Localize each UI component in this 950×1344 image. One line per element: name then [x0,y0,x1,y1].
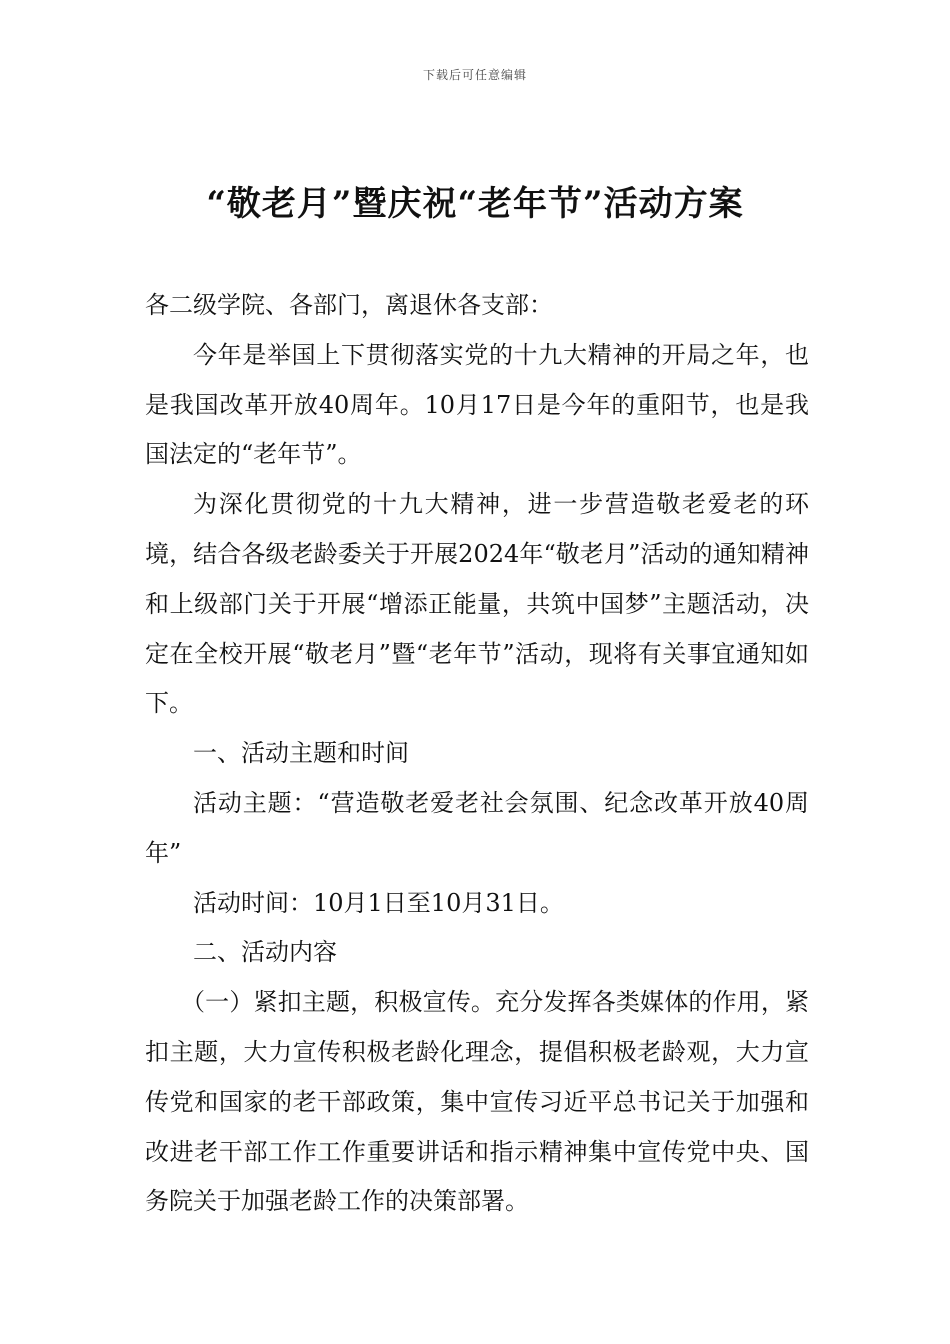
activity-theme: 活动主题：“营造敬老爱老社会氛围、纪念改革开放40周年” [145,788,809,867]
document-title: “敬老月”暨庆祝“老年节”活动方案 [206,184,744,224]
salutation: 各二级学院、各部门，离退休各支部： [145,291,553,319]
paragraph-purpose: 为深化贯彻党的十九大精神，进一步营造敬老爱老的环境，结合各级老龄委关于开展2024年“敬老月”活动的通知精神和上级部门关于开展“增添正能量，共筑中国梦”主题活动，决定在全校开展“敬老月”暨“老年节”活动，现将有关事宜通知如下。 [145,490,809,718]
section-heading-content: 二、活动内容 [193,938,337,967]
document-body [145,281,809,1227]
activity-time: 活动时间：10月1日至10月31日。 [193,888,564,917]
content-item-1: （一）紧扣主题，积极宣传。充分发挥各类媒体的作用，紧扣主题，大力宣传积极老龄化理念，提倡积极老龄观，大力宣传党和国家的老干部政策，集中宣传习近平总书记关于加强和改进老干部工作工作重要讲话和指示精神集中宣传党中央、国务院关于加强老龄工作的决策部署。 [145,988,809,1216]
header-note: 下载后可任意编辑 [422,68,527,82]
section-heading-theme-time: 一、活动主题和时间 [193,739,409,768]
paragraph-intro: 今年是举国上下贯彻落实党的十九大精神的开局之年，也是我国改革开放40周年。10月17日是今年的重阳节，也是我国法定的“老年节”。 [145,340,809,469]
